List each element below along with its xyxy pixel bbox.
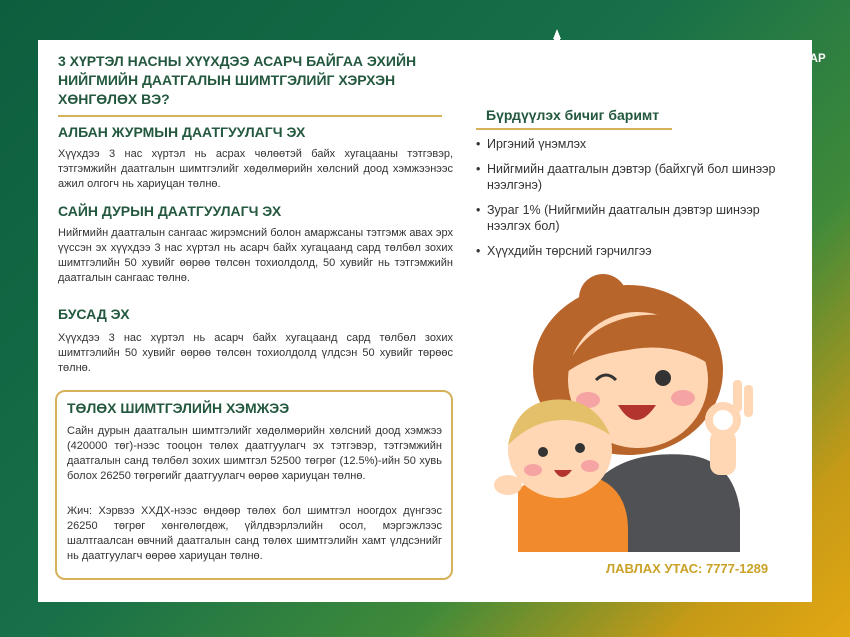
- list-item: • Иргэний үнэмлэх: [476, 137, 587, 151]
- bullet-icon: •: [476, 137, 481, 151]
- section-heading-other: БУСАД ЭХ: [58, 306, 130, 322]
- list-item: • Нийгмийн даатгалын дэвтэр (байхгүй бол шинээр нээлгэнэ): [476, 162, 776, 192]
- documents-divider: [476, 128, 672, 130]
- section-heading-voluntary: САЙН ДУРЫН ДААТГУУЛАГЧ ЭХ: [58, 203, 282, 219]
- mother-baby-illustration: [478, 270, 778, 552]
- page-title: 3 ХҮРТЭЛ НАСНЫ ХҮҮХДЭЭ АСАРЧ БАЙГАА ЭХИЙН НИЙГМИЙН ДААТГАЛЫН ШИМТГЭЛИЙГ ХЭРХЭН ХӨНГӨЛӨХ ВЭ?: [58, 53, 417, 107]
- section-text-official: Хүүхдээ 3 нас хүртэл нь асрах чөлөөтэй байх хугацааны тэтгэвэр, тэтгэмжийн даатгалын шимтгэлийг хөдөлмөрийн хөлсний доод хэмжээнээс ажил олгогч нь хариуцан төлнө.: [58, 148, 453, 190]
- bullet-icon: •: [476, 203, 481, 217]
- org-name: НИЙГМИЙН ДААТГАЛЫН ЕРӨНХИЙ ГАЗАР: [580, 53, 826, 65]
- svg-text:НД: НД: [550, 60, 564, 70]
- bullet-icon: •: [476, 162, 481, 176]
- contact-phone: ЛАВЛАХ УТАС: 7777-1289: [606, 561, 769, 576]
- title-divider: [58, 115, 442, 117]
- section-text-voluntary: Нийгмийн даатгалын сангаас жирэмсний болон амаржсаны тэтгэмж авах эрх үүссэн эх хүүхдээ 3 нас хүртэл нь асарч байх хугацаанд сард төлбөл зохих шимтгэлийн 50 хувийг өөрөө төлсөн тохиолдолд, 50 хувийг нь тэтгэмжийн даатгалын сангаас төлнө.: [58, 227, 453, 284]
- amount-note: Жич: Хэрвээ ХХДХ-нээс өндөөр төлөх бол шимтгэл ноогдох дүнгээс 26250 төгрөг хөнгөлөгдөж, үйлдвэрлэлийн осол, мэргэжлээс шалтгаалсан өвчний даатгалын санд төлөх шимтгэлийн хамт үлдсэнийг нь даатгуулагч өөрөө хариуцан төлнө.: [67, 505, 442, 562]
- org-logo-icon: [540, 27, 574, 75]
- amount-heading: ТӨЛӨХ ШИМТГЭЛИЙН ХЭМЖЭЭ: [67, 400, 290, 416]
- amount-text: Сайн дурын даатгалын шимтгэлийг хөдөлмөрийн хөлсний доод хэмжээ (420000 төг)-нээс тооцон төлөх даатгуулагч эх тэтгэвэр, тэтгэмжийн даатгалын санд төлбөл зохих шимтгэл 52500 төгрөг (12.5%)-ийн 50 хувь болох 26250 төгрөгийг даатгуулагч өөрөө хариуцан төлнө.: [67, 425, 442, 482]
- amount-box: [55, 390, 453, 580]
- documents-list: [476, 136, 806, 268]
- list-item: • Хүүхдийн төрсний гэрчилгээ: [476, 244, 652, 258]
- documents-title: Бүрдүүлэх бичиг баримт: [486, 107, 660, 123]
- section-text-other: Хүүхдээ 3 нас хүртэл нь асарч байх хугацаанд сард төлбөл зохих шимтгэлийн 50 хувийг өөрөө төлсөн тохиолдолд үлдсэн 50 хувийг төрөөс төлнө.: [58, 332, 453, 374]
- bullet-icon: •: [476, 244, 481, 258]
- list-item: • Зураг 1% (Нийгмийн даатгалын дэвтэр шинээр нээлгэх бол): [476, 203, 760, 233]
- section-heading-official: АЛБАН ЖУРМЫН ДААТГУУЛАГЧ ЭХ: [58, 124, 306, 140]
